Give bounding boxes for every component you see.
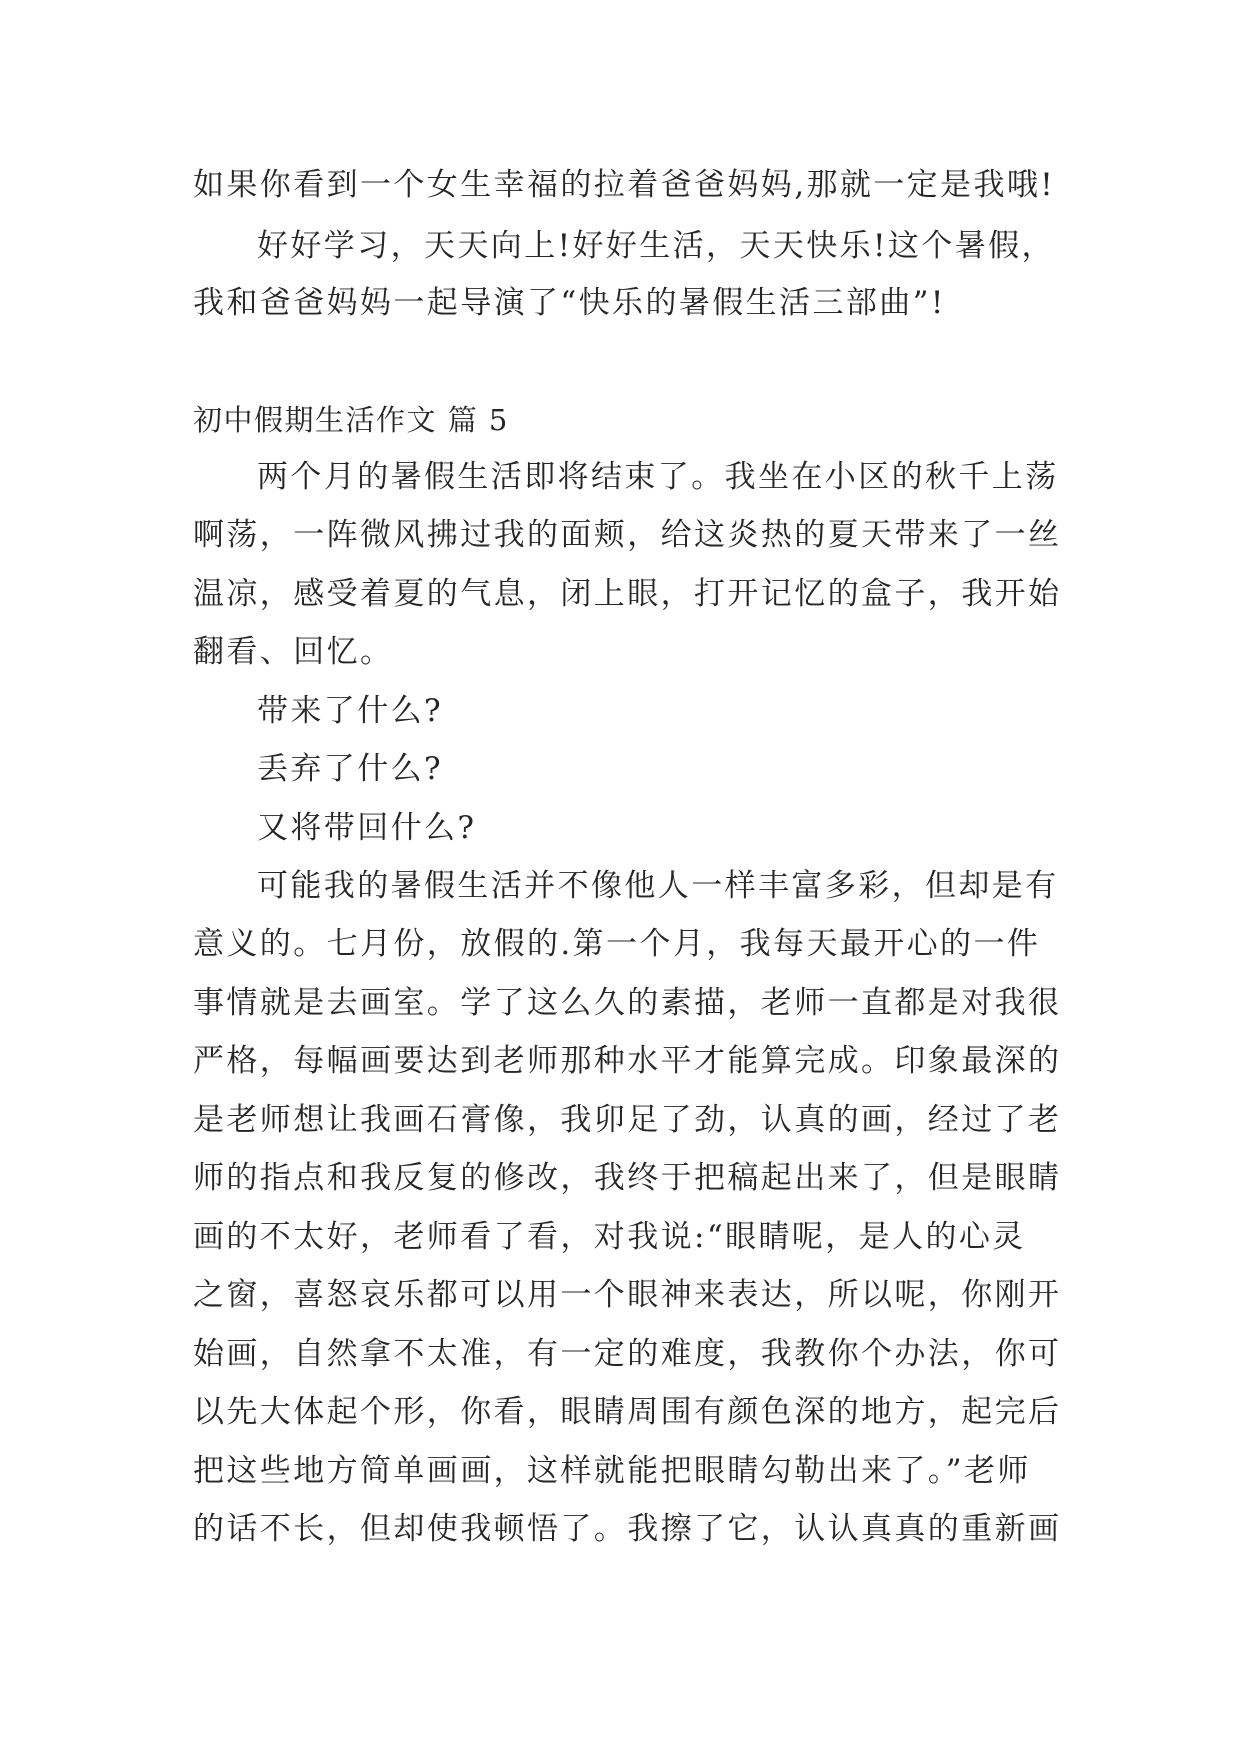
- text-line: 把这些地方简单画画，这样就能把眼睛勾勒出来了。”老师: [193, 1453, 1031, 1489]
- text-line: 如果你看到一个女生幸福的拉着爸爸妈妈,那就一定是我哦!: [193, 167, 1056, 203]
- text-line: 以先大体起个形，你看，眼睛周围有颜色深的地方，起完后: [193, 1394, 1062, 1430]
- text-line: 的话不长，但却使我顿悟了。我擦了它，认认真真的重新画: [193, 1511, 1062, 1547]
- text-line: 带来了什么?: [257, 693, 444, 729]
- section-heading: 初中假期生活作文 篇 5: [193, 403, 509, 437]
- text-line: 好好学习，天天向上!好好生活，天天快乐!这个暑假，: [257, 228, 1055, 264]
- text-line: 又将带回什么?: [257, 810, 477, 846]
- text-line: 可能我的暑假生活并不像他人一样丰富多彩，但却是有: [257, 868, 1059, 904]
- text-line: 严格，每幅画要达到老师那种水平才能算完成。印象最深的: [193, 1043, 1062, 1079]
- text-line: 画的不太好，老师看了看，对我说:“眼睛呢，是人的心灵: [193, 1219, 1026, 1255]
- text-line: 啊荡，一阵微风拂过我的面颊，给这炎热的夏天带来了一丝: [193, 517, 1062, 553]
- text-line: 我和爸爸妈妈一起导演了“快乐的暑假生活三部曲”!: [193, 285, 946, 321]
- text-line: 温凉，感受着夏的气息，闭上眼，打开记忆的盒子，我开始: [193, 576, 1062, 612]
- text-line: 丢弃了什么?: [257, 751, 444, 787]
- text-line: 意义的。七月份，放假的.第一个月，我每天最开心的一件: [193, 926, 1041, 962]
- text-line: 师的指点和我反复的修改，我终于把稿起出来了，但是眼睛: [193, 1160, 1062, 1196]
- text-line: 是老师想让我画石膏像，我卯足了劲，认真的画，经过了老: [193, 1102, 1062, 1138]
- text-line: 之窗，喜怒哀乐都可以用一个眼神来表达，所以呢，你刚开: [193, 1277, 1062, 1313]
- text-line: 始画，自然拿不太准，有一定的难度，我教你个办法，你可: [193, 1336, 1062, 1372]
- text-line: 翻看、回忆。: [193, 634, 394, 670]
- text-line: 两个月的暑假生活即将结束了。我坐在小区的秋千上荡: [257, 459, 1059, 495]
- text-line: 事情就是去画室。学了这么久的素描，老师一直都是对我很: [193, 985, 1062, 1021]
